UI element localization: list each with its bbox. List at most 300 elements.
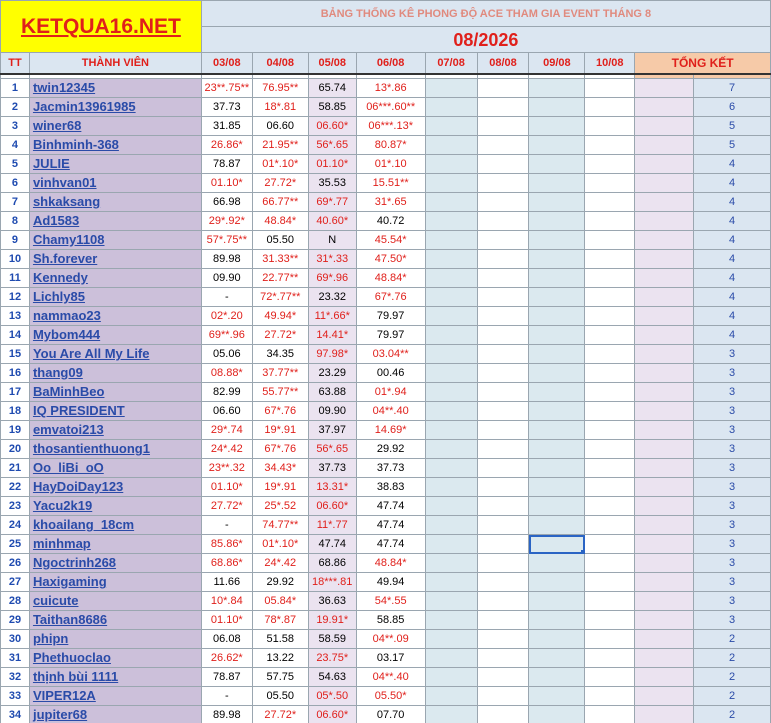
empty-score-cell[interactable]	[585, 402, 635, 421]
score-cell[interactable]: 25*.52	[252, 497, 308, 516]
score-cell[interactable]: 05*.50	[308, 687, 356, 706]
score-cell[interactable]: 65.74	[308, 79, 356, 98]
total-cell[interactable]: 4	[694, 212, 771, 231]
score-cell[interactable]: 51.58	[252, 630, 308, 649]
empty-score-cell[interactable]	[425, 117, 477, 136]
score-cell[interactable]: 49.94*	[252, 307, 308, 326]
score-cell[interactable]: N	[308, 231, 356, 250]
score-cell[interactable]: 47.74	[356, 535, 425, 554]
score-cell[interactable]: 35.53	[308, 174, 356, 193]
score-cell[interactable]: 56*.65	[308, 136, 356, 155]
total-cell[interactable]: 3	[694, 516, 771, 535]
empty-score-cell[interactable]	[585, 573, 635, 592]
empty-score-cell[interactable]	[529, 307, 585, 326]
empty-score-cell[interactable]	[585, 440, 635, 459]
member-name-link[interactable]: shkaksang	[29, 193, 201, 212]
empty-score-cell[interactable]	[529, 573, 585, 592]
score-cell[interactable]: 11.66	[201, 573, 252, 592]
score-cell[interactable]: 01.10*	[201, 478, 252, 497]
empty-score-cell[interactable]	[585, 611, 635, 630]
empty-score-cell[interactable]	[529, 706, 585, 723]
score-cell[interactable]: 47.74	[308, 535, 356, 554]
member-name-link[interactable]: Chamy1108	[29, 231, 201, 250]
score-cell[interactable]: 15.51**	[356, 174, 425, 193]
empty-score-cell[interactable]	[425, 440, 477, 459]
empty-score-cell[interactable]	[425, 535, 477, 554]
member-name-link[interactable]: Sh.forever	[29, 250, 201, 269]
empty-score-cell[interactable]	[425, 383, 477, 402]
score-cell[interactable]: 01*.10*	[252, 535, 308, 554]
score-cell[interactable]: 48.84*	[356, 269, 425, 288]
member-name-link[interactable]: minhmap	[29, 535, 201, 554]
score-cell[interactable]: 05.50	[252, 231, 308, 250]
score-cell[interactable]: 63.88	[308, 383, 356, 402]
empty-score-cell[interactable]	[585, 212, 635, 231]
score-cell[interactable]: 05.50	[252, 687, 308, 706]
empty-score-cell[interactable]	[477, 478, 529, 497]
empty-score-cell[interactable]	[585, 79, 635, 98]
empty-score-cell[interactable]	[529, 649, 585, 668]
score-cell[interactable]: 89.98	[201, 706, 252, 723]
empty-score-cell[interactable]	[425, 459, 477, 478]
score-cell[interactable]: 14.69*	[356, 421, 425, 440]
score-cell[interactable]: 67*.76	[252, 440, 308, 459]
empty-score-cell[interactable]	[585, 535, 635, 554]
score-cell[interactable]: 09.90	[201, 269, 252, 288]
total-cell[interactable]: 4	[694, 155, 771, 174]
total-cell[interactable]: 4	[694, 269, 771, 288]
score-cell[interactable]: 40.60*	[308, 212, 356, 231]
empty-score-cell[interactable]	[477, 269, 529, 288]
empty-score-cell[interactable]	[477, 440, 529, 459]
member-name-link[interactable]: jupiter68	[29, 706, 201, 723]
score-cell[interactable]: 49.94	[356, 573, 425, 592]
total-cell[interactable]: 4	[694, 326, 771, 345]
score-cell[interactable]: 68.86	[308, 554, 356, 573]
empty-score-cell[interactable]	[425, 79, 477, 98]
total-cell[interactable]: 3	[694, 364, 771, 383]
empty-score-cell[interactable]	[477, 193, 529, 212]
score-cell[interactable]: 08.88*	[201, 364, 252, 383]
empty-score-cell[interactable]	[425, 592, 477, 611]
score-cell[interactable]: 05.50*	[356, 687, 425, 706]
fill-handle[interactable]	[581, 550, 585, 554]
score-cell[interactable]: 47.50*	[356, 250, 425, 269]
empty-score-cell[interactable]	[529, 630, 585, 649]
score-cell[interactable]: 58.59	[308, 630, 356, 649]
member-name-link[interactable]: thịnh bùi 1111	[29, 668, 201, 687]
empty-score-cell[interactable]	[585, 193, 635, 212]
score-cell[interactable]: 19*.91	[252, 421, 308, 440]
member-name-link[interactable]: khoailang_18cm	[29, 516, 201, 535]
empty-score-cell[interactable]	[425, 687, 477, 706]
score-cell[interactable]: 23**.32	[201, 459, 252, 478]
total-cell[interactable]: 3	[694, 573, 771, 592]
score-cell[interactable]: 11*.66*	[308, 307, 356, 326]
empty-score-cell[interactable]	[425, 174, 477, 193]
score-cell[interactable]: 06.60*	[308, 497, 356, 516]
empty-score-cell[interactable]	[529, 231, 585, 250]
empty-score-cell[interactable]	[477, 630, 529, 649]
member-name-link[interactable]: Jacmin13961985	[29, 98, 201, 117]
score-cell[interactable]: 72*.77**	[252, 288, 308, 307]
member-name-link[interactable]: twin12345	[29, 79, 201, 98]
score-cell[interactable]: 27.72*	[252, 706, 308, 723]
score-cell[interactable]: 29.92	[252, 573, 308, 592]
empty-score-cell[interactable]	[585, 326, 635, 345]
empty-score-cell[interactable]	[477, 383, 529, 402]
empty-score-cell[interactable]	[529, 174, 585, 193]
empty-score-cell[interactable]	[585, 117, 635, 136]
score-cell[interactable]: 10*.84	[201, 592, 252, 611]
empty-score-cell[interactable]	[477, 98, 529, 117]
member-name-link[interactable]: Haxigaming	[29, 573, 201, 592]
score-cell[interactable]: -	[201, 288, 252, 307]
empty-score-cell[interactable]	[477, 231, 529, 250]
score-cell[interactable]: 48.84*	[356, 554, 425, 573]
empty-score-cell[interactable]	[425, 307, 477, 326]
empty-score-cell[interactable]	[425, 573, 477, 592]
score-cell[interactable]: 37.73	[356, 459, 425, 478]
empty-score-cell[interactable]	[529, 136, 585, 155]
empty-score-cell[interactable]	[585, 421, 635, 440]
empty-score-cell[interactable]	[529, 250, 585, 269]
empty-score-cell[interactable]	[529, 364, 585, 383]
score-cell[interactable]: 11*.77	[308, 516, 356, 535]
score-cell[interactable]: 21.95**	[252, 136, 308, 155]
member-name-link[interactable]: Lichly85	[29, 288, 201, 307]
score-cell[interactable]: 19.91*	[308, 611, 356, 630]
empty-score-cell[interactable]	[477, 554, 529, 573]
score-cell[interactable]: 68.86*	[201, 554, 252, 573]
empty-score-cell[interactable]	[425, 478, 477, 497]
score-cell[interactable]: 78*.87	[252, 611, 308, 630]
empty-score-cell[interactable]	[477, 497, 529, 516]
empty-score-cell[interactable]	[477, 155, 529, 174]
score-cell[interactable]: 00.46	[356, 364, 425, 383]
empty-score-cell[interactable]	[585, 383, 635, 402]
member-name-link[interactable]: phipn	[29, 630, 201, 649]
score-cell[interactable]: 34.43*	[252, 459, 308, 478]
member-name-link[interactable]: Ad1583	[29, 212, 201, 231]
empty-score-cell[interactable]	[585, 98, 635, 117]
score-cell[interactable]: 67*.76	[356, 288, 425, 307]
total-cell[interactable]: 4	[694, 174, 771, 193]
empty-score-cell[interactable]	[529, 687, 585, 706]
score-cell[interactable]: 57.75	[252, 668, 308, 687]
empty-score-cell[interactable]	[425, 630, 477, 649]
score-cell[interactable]: 05.84*	[252, 592, 308, 611]
total-cell[interactable]: 3	[694, 535, 771, 554]
empty-score-cell[interactable]	[585, 307, 635, 326]
total-cell[interactable]: 5	[694, 117, 771, 136]
total-cell[interactable]: 6	[694, 98, 771, 117]
selected-cell[interactable]	[529, 535, 585, 554]
score-cell[interactable]: 23.75*	[308, 649, 356, 668]
empty-score-cell[interactable]	[425, 706, 477, 723]
empty-score-cell[interactable]	[529, 288, 585, 307]
empty-score-cell[interactable]	[477, 649, 529, 668]
total-cell[interactable]: 3	[694, 402, 771, 421]
total-cell[interactable]: 3	[694, 421, 771, 440]
score-cell[interactable]: 67*.76	[252, 402, 308, 421]
score-cell[interactable]: 23.29	[308, 364, 356, 383]
empty-score-cell[interactable]	[425, 497, 477, 516]
empty-score-cell[interactable]	[477, 307, 529, 326]
score-cell[interactable]: 06.60*	[308, 117, 356, 136]
total-cell[interactable]: 3	[694, 554, 771, 573]
empty-score-cell[interactable]	[529, 497, 585, 516]
empty-score-cell[interactable]	[585, 592, 635, 611]
score-cell[interactable]: 37.73	[308, 459, 356, 478]
score-cell[interactable]: 27.72*	[252, 174, 308, 193]
score-cell[interactable]: 58.85	[308, 98, 356, 117]
score-cell[interactable]: 79.97	[356, 326, 425, 345]
score-cell[interactable]: 06.08	[201, 630, 252, 649]
empty-score-cell[interactable]	[529, 269, 585, 288]
member-name-link[interactable]: thosantienthuong1	[29, 440, 201, 459]
score-cell[interactable]: 06.60	[201, 402, 252, 421]
member-name-link[interactable]: Yacu2k19	[29, 497, 201, 516]
empty-score-cell[interactable]	[477, 136, 529, 155]
empty-score-cell[interactable]	[585, 364, 635, 383]
member-name-link[interactable]: JULIE	[29, 155, 201, 174]
score-cell[interactable]: 31*.33	[308, 250, 356, 269]
empty-score-cell[interactable]	[477, 706, 529, 723]
total-cell[interactable]: 3	[694, 611, 771, 630]
empty-score-cell[interactable]	[529, 421, 585, 440]
score-cell[interactable]: 69**.96	[201, 326, 252, 345]
empty-score-cell[interactable]	[585, 706, 635, 723]
member-name-link[interactable]: Binhminh-368	[29, 136, 201, 155]
empty-score-cell[interactable]	[529, 554, 585, 573]
score-cell[interactable]: 54.63	[308, 668, 356, 687]
empty-score-cell[interactable]	[585, 345, 635, 364]
total-cell[interactable]: 3	[694, 497, 771, 516]
score-cell[interactable]: 19*.91	[252, 478, 308, 497]
score-cell[interactable]: 26.86*	[201, 136, 252, 155]
empty-score-cell[interactable]	[529, 345, 585, 364]
empty-score-cell[interactable]	[425, 231, 477, 250]
empty-score-cell[interactable]	[477, 288, 529, 307]
score-cell[interactable]: 13.31*	[308, 478, 356, 497]
score-cell[interactable]: 37.97	[308, 421, 356, 440]
score-cell[interactable]: 80.87*	[356, 136, 425, 155]
score-cell[interactable]: 13.22	[252, 649, 308, 668]
empty-score-cell[interactable]	[585, 136, 635, 155]
score-cell[interactable]: 06.60	[252, 117, 308, 136]
empty-score-cell[interactable]	[529, 98, 585, 117]
member-name-link[interactable]: emvatoi213	[29, 421, 201, 440]
score-cell[interactable]: 40.72	[356, 212, 425, 231]
member-name-link[interactable]: thang09	[29, 364, 201, 383]
empty-score-cell[interactable]	[477, 573, 529, 592]
member-name-link[interactable]: Oo_liBi_oO	[29, 459, 201, 478]
score-cell[interactable]: 74.77**	[252, 516, 308, 535]
member-name-link[interactable]: IQ PRESIDENT	[29, 402, 201, 421]
member-name-link[interactable]: HayDoiDay123	[29, 478, 201, 497]
empty-score-cell[interactable]	[425, 402, 477, 421]
empty-score-cell[interactable]	[585, 269, 635, 288]
total-cell[interactable]: 3	[694, 592, 771, 611]
empty-score-cell[interactable]	[477, 459, 529, 478]
score-cell[interactable]: 03.17	[356, 649, 425, 668]
score-cell[interactable]: 38.83	[356, 478, 425, 497]
empty-score-cell[interactable]	[477, 326, 529, 345]
total-cell[interactable]: 3	[694, 459, 771, 478]
score-cell[interactable]: 07.70	[356, 706, 425, 723]
score-cell[interactable]: 37.77**	[252, 364, 308, 383]
score-cell[interactable]: 29*.92*	[201, 212, 252, 231]
empty-score-cell[interactable]	[425, 668, 477, 687]
empty-score-cell[interactable]	[585, 478, 635, 497]
score-cell[interactable]: 66.98	[201, 193, 252, 212]
score-cell[interactable]: 37.73	[201, 98, 252, 117]
empty-score-cell[interactable]	[425, 516, 477, 535]
score-cell[interactable]: 01.10*	[308, 155, 356, 174]
score-cell[interactable]: 23**.75**	[201, 79, 252, 98]
score-cell[interactable]: 58.85	[356, 611, 425, 630]
score-cell[interactable]: 85.86*	[201, 535, 252, 554]
score-cell[interactable]: 57*.75**	[201, 231, 252, 250]
member-name-link[interactable]: cuicute	[29, 592, 201, 611]
total-cell[interactable]: 3	[694, 478, 771, 497]
score-cell[interactable]: 18***.81	[308, 573, 356, 592]
score-cell[interactable]: 78.87	[201, 155, 252, 174]
total-cell[interactable]: 3	[694, 440, 771, 459]
empty-score-cell[interactable]	[477, 516, 529, 535]
empty-score-cell[interactable]	[477, 592, 529, 611]
empty-score-cell[interactable]	[425, 345, 477, 364]
score-cell[interactable]: 31.85	[201, 117, 252, 136]
total-cell[interactable]: 4	[694, 231, 771, 250]
score-cell[interactable]: 24*.42	[252, 554, 308, 573]
member-name-link[interactable]: vinhvan01	[29, 174, 201, 193]
score-cell[interactable]: 66.77**	[252, 193, 308, 212]
score-cell[interactable]: 82.99	[201, 383, 252, 402]
score-cell[interactable]: 69*.77	[308, 193, 356, 212]
empty-score-cell[interactable]	[477, 345, 529, 364]
score-cell[interactable]: 01*.10*	[252, 155, 308, 174]
score-cell[interactable]: 22.77**	[252, 269, 308, 288]
score-cell[interactable]: 18*.81	[252, 98, 308, 117]
score-cell[interactable]: 04**.40	[356, 402, 425, 421]
total-cell[interactable]: 4	[694, 307, 771, 326]
score-cell[interactable]: 04**.40	[356, 668, 425, 687]
total-cell[interactable]: 2	[694, 649, 771, 668]
score-cell[interactable]: -	[201, 516, 252, 535]
empty-score-cell[interactable]	[529, 611, 585, 630]
total-cell[interactable]: 3	[694, 383, 771, 402]
score-cell[interactable]: 02*.20	[201, 307, 252, 326]
empty-score-cell[interactable]	[477, 79, 529, 98]
score-cell[interactable]: 23.32	[308, 288, 356, 307]
empty-score-cell[interactable]	[425, 98, 477, 117]
empty-score-cell[interactable]	[425, 364, 477, 383]
total-cell[interactable]: 4	[694, 250, 771, 269]
empty-score-cell[interactable]	[585, 155, 635, 174]
empty-score-cell[interactable]	[425, 611, 477, 630]
empty-score-cell[interactable]	[529, 193, 585, 212]
score-cell[interactable]: 01*.94	[356, 383, 425, 402]
empty-score-cell[interactable]	[425, 193, 477, 212]
score-cell[interactable]: 34.35	[252, 345, 308, 364]
total-cell[interactable]: 2	[694, 668, 771, 687]
empty-score-cell[interactable]	[425, 554, 477, 573]
total-cell[interactable]: 7	[694, 79, 771, 98]
score-cell[interactable]: 47.74	[356, 516, 425, 535]
member-name-link[interactable]: Phethuoclao	[29, 649, 201, 668]
member-name-link[interactable]: Ngoctrinh268	[29, 554, 201, 573]
score-cell[interactable]: 05.06	[201, 345, 252, 364]
score-cell[interactable]: 01*.10	[356, 155, 425, 174]
empty-score-cell[interactable]	[477, 687, 529, 706]
score-cell[interactable]: 45.54*	[356, 231, 425, 250]
member-name-link[interactable]: Kennedy	[29, 269, 201, 288]
total-cell[interactable]: 3	[694, 345, 771, 364]
total-cell[interactable]: 4	[694, 193, 771, 212]
member-name-link[interactable]: BaMinhBeo	[29, 383, 201, 402]
empty-score-cell[interactable]	[425, 649, 477, 668]
score-cell[interactable]: 27.72*	[201, 497, 252, 516]
score-cell[interactable]: 31.33**	[252, 250, 308, 269]
score-cell[interactable]: 78.87	[201, 668, 252, 687]
empty-score-cell[interactable]	[529, 79, 585, 98]
empty-score-cell[interactable]	[529, 516, 585, 535]
empty-score-cell[interactable]	[529, 383, 585, 402]
empty-score-cell[interactable]	[585, 649, 635, 668]
empty-score-cell[interactable]	[585, 516, 635, 535]
empty-score-cell[interactable]	[425, 212, 477, 231]
empty-score-cell[interactable]	[425, 421, 477, 440]
score-cell[interactable]: 79.97	[356, 307, 425, 326]
score-cell[interactable]: 55.77**	[252, 383, 308, 402]
empty-score-cell[interactable]	[477, 174, 529, 193]
empty-score-cell[interactable]	[477, 668, 529, 687]
score-cell[interactable]: 26.62*	[201, 649, 252, 668]
empty-score-cell[interactable]	[425, 136, 477, 155]
member-name-link[interactable]: Taithan8686	[29, 611, 201, 630]
empty-score-cell[interactable]	[425, 288, 477, 307]
empty-score-cell[interactable]	[529, 402, 585, 421]
score-cell[interactable]: 31*.65	[356, 193, 425, 212]
empty-score-cell[interactable]	[585, 174, 635, 193]
empty-score-cell[interactable]	[477, 117, 529, 136]
member-name-link[interactable]: winer68	[29, 117, 201, 136]
empty-score-cell[interactable]	[585, 554, 635, 573]
score-cell[interactable]: 27.72*	[252, 326, 308, 345]
empty-score-cell[interactable]	[585, 668, 635, 687]
empty-score-cell[interactable]	[477, 250, 529, 269]
score-cell[interactable]: 06***.60**	[356, 98, 425, 117]
score-cell[interactable]: 09.90	[308, 402, 356, 421]
empty-score-cell[interactable]	[529, 440, 585, 459]
empty-score-cell[interactable]	[477, 421, 529, 440]
score-cell[interactable]: -	[201, 687, 252, 706]
empty-score-cell[interactable]	[529, 212, 585, 231]
empty-score-cell[interactable]	[585, 231, 635, 250]
score-cell[interactable]: 36.63	[308, 592, 356, 611]
score-cell[interactable]: 56*.65	[308, 440, 356, 459]
score-cell[interactable]: 04**.09	[356, 630, 425, 649]
empty-score-cell[interactable]	[585, 497, 635, 516]
score-cell[interactable]: 97.98*	[308, 345, 356, 364]
empty-score-cell[interactable]	[477, 535, 529, 554]
member-name-link[interactable]: You Are All My Life	[29, 345, 201, 364]
empty-score-cell[interactable]	[529, 117, 585, 136]
score-cell[interactable]: 24*.42	[201, 440, 252, 459]
member-name-link[interactable]: VIPER12A	[29, 687, 201, 706]
